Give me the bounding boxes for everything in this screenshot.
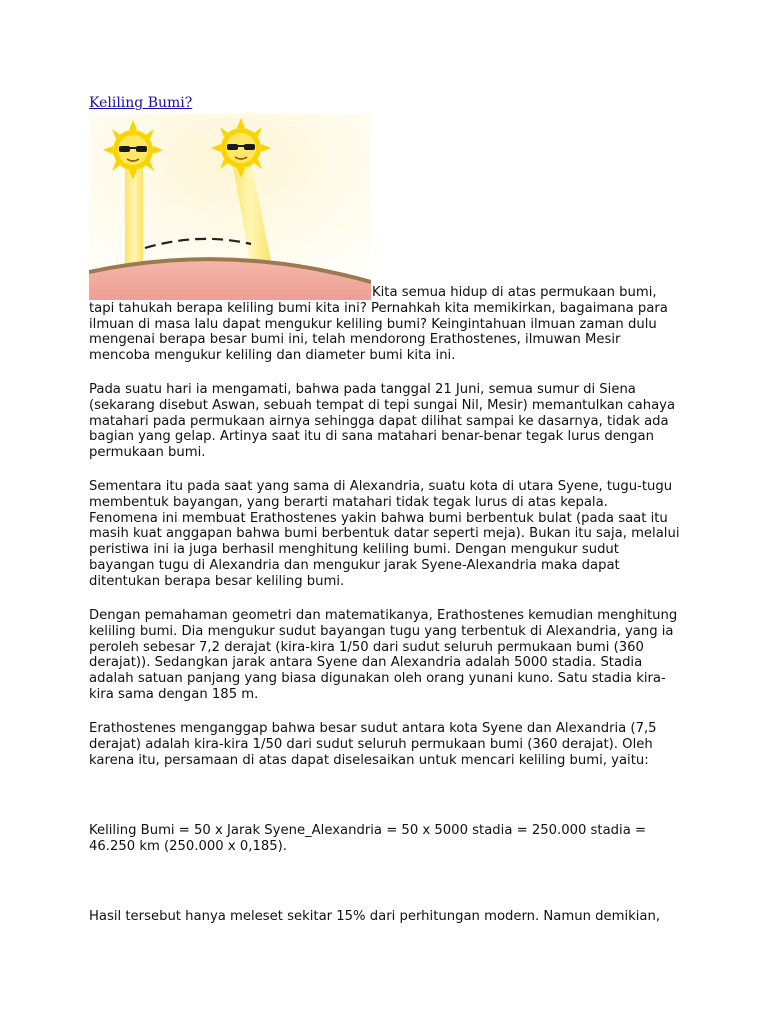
text-line: peristiwa ini ia juga berhasil menghitung keliling bumi. Dengan mengukur sudut [89,542,619,558]
sun-with-sunglasses-icon [103,120,163,180]
text-line: adalah satuan panjang yang biasa digunakan oleh orang yunani kuno. Satu stadia kira- [89,671,666,687]
text-line: mencoba mengukur keliling dan diameter bumi kita ini. [89,348,456,364]
text-line: Sementara itu pada saat yang sama di Alexandria, suatu kota di utara Syene, tugu-tugu [89,479,673,494]
text-line: ditentukan berapa besar keliling bumi. [89,573,345,589]
paragraph-angle [89,721,681,768]
text-line: tapi tahukah berapa keliling bumi kita ini? Pernahkah kita memikirkan, bagaimana para [89,300,668,316]
paragraph-formula [89,823,681,855]
text-line: kira sama dengan 185 m. [89,686,259,702]
text-line: derajat) adalah kira-kira 1/50 dari sudut seluruh permukaan bumi (360 derajat). Oleh [89,736,653,752]
text-line: karena itu, persamaan di atas dapat diselesaikan untuk mencari keliling bumi, yaitu: [89,752,649,768]
paragraph-siena [89,382,681,461]
text-line: 46.250 km (250.000 x 0,185). [89,838,287,854]
text-line: keliling bumi. Dia mengukur sudut bayangan tugu yang terbentuk di Alexandria, yang ia [89,623,674,639]
text-line: matahari pada permukaan airnya sehingga dapat dilihat sampai ke dasarnya, tidak ada [89,413,669,429]
paragraph-intro [89,285,681,364]
sun-with-sunglasses-icon [211,118,271,178]
text-line: Kita semua hidup di atas permukaan bumi, [372,285,657,300]
text-line: bagian yang gelap. Artinya saat itu di sana matahari benar-benar tegak lurus dengan [89,429,654,445]
title-link[interactable]: Keliling Bumi? [89,95,193,111]
text-line: Fenomena ini membuat Erathostenes yakin bahwa bumi berbentuk bulat (pada saat itu [89,510,668,526]
paragraph-geometry [89,608,681,703]
text-line: masih kuat anggapan bahwa bumi berbentuk datar seperti meja). Bukan itu saja, melalui [89,526,680,542]
text-line: derajat)). Sedangkan jarak antara Syene dan Alexandria adalah 5000 stadia. Stadia [89,655,643,671]
text-line: ilmuan di masa lalu dapat mengukur keliling bumi? Keingintahuan ilmuan zaman dulu [89,316,657,332]
text-line: mengenai berapa besar bumi ini, telah mendorong Erathostenes, ilmuwan Mesir [89,332,621,348]
text-line: Keliling Bumi = 50 x Jarak Syene_Alexandria = 50 x 5000 stadia = 250.000 stadia = [89,823,647,838]
text-line: bayangan tugu di Alexandria dan mengukur jarak Syene-Alexandria maka dapat [89,557,620,573]
text-line: Dengan pemahaman geometri dan matematikanya, Erathostenes kemudian menghitung [89,608,678,623]
text-line: Hasil tersebut hanya meleset sekitar 15% dari perhitungan modern. Namun demikian, [89,909,661,924]
text-line: peroleh sebesar 7,2 derajat (kira-kira 1/50 dari sudut seluruh permukaan bumi (360 [89,639,644,655]
paragraph-alexandria [89,479,681,590]
eratosthenes-illustration [89,114,371,300]
paragraph-result [89,909,681,925]
text-line: membentuk bayangan, yang berarti matahari tidak tegak lurus di atas kepala. [89,494,608,510]
text-line: Pada suatu hari ia mengamati, bahwa pada tanggal 21 Juni, semua sumur di Siena [89,382,636,397]
text-line: permukaan bumi. [89,445,206,461]
text-line: Erathostenes menganggap bahwa besar sudut antara kota Syene dan Alexandria (7,5 [89,721,657,736]
text-line: (sekarang disebut Aswan, sebuah tempat di tepi sungai Nil, Mesir) memantulkan cahaya [89,397,676,413]
